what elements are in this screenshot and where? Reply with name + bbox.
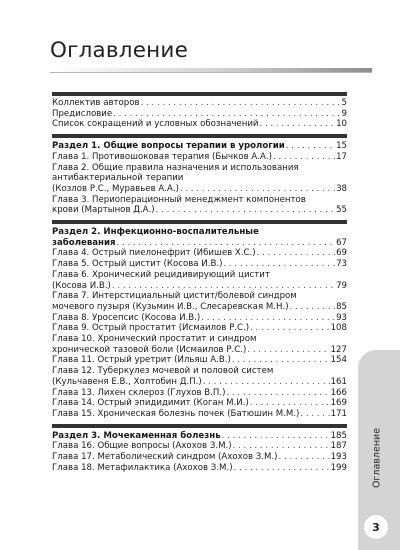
toc-entry-line	[52, 463, 347, 474]
toc-entry-title: Предисловие	[52, 108, 113, 119]
toc-entry[interactable]	[52, 366, 347, 387]
toc-entry-title: Список сокращений и условных обозначений	[52, 119, 259, 130]
toc-entry-title: Раздел 3. Мочекаменная болезнь	[52, 430, 221, 441]
toc-entry-title: заболевания	[52, 237, 116, 248]
toc-section-entry[interactable]	[52, 431, 347, 442]
page-number: 3	[363, 514, 389, 540]
toc-entry-line	[52, 152, 347, 163]
toc-page-number: 67	[336, 237, 347, 248]
toc-dot-leader	[156, 205, 335, 216]
toc-dot-leader	[250, 398, 330, 409]
toc-page-number: 187	[330, 441, 347, 452]
toc-dot-leader	[279, 452, 330, 463]
toc-entry-line	[52, 313, 347, 324]
toc-block	[52, 92, 347, 130]
toc-entry-line	[52, 388, 347, 399]
toc-dot-leader	[232, 355, 330, 366]
toc-divider	[52, 134, 347, 138]
toc-entry-title: Раздел 1. Общие вопросы терапии в урологии	[52, 141, 285, 152]
toc-page-number: 93	[336, 312, 347, 323]
toc-entry[interactable]	[52, 259, 347, 270]
toc-dot-leader	[286, 141, 335, 152]
toc-page-number: 185	[330, 430, 347, 441]
toc-entry[interactable]	[52, 409, 347, 420]
toc-page-number: 161	[330, 376, 347, 387]
toc-dot-leader	[203, 377, 330, 388]
toc-entry-title: Глава 8. Уросепсис (Косова И.В.)	[52, 312, 201, 323]
toc-section-entry[interactable]	[52, 227, 347, 248]
toc-entry-title: Глава 11. Острый уретрит (Ильяш А.В.)	[52, 355, 231, 366]
toc-page-number: 38	[336, 183, 347, 194]
toc-page-number: 127	[330, 344, 347, 355]
toc-entry-title: (Козлов Р.С., Муравьев А.А.)	[52, 183, 179, 194]
toc-entry-line: Глава 6. Хронический рецидивирующий цистит	[52, 269, 270, 280]
toc-divider	[52, 424, 347, 428]
toc-entry-line	[52, 377, 347, 388]
side-tab-label	[367, 418, 387, 498]
toc-page-number: 10	[336, 119, 347, 130]
toc-entry-title: Глава 15. Хроническая болезнь почек (Батюшин М.М.)	[52, 408, 300, 419]
toc-page-number: 199	[330, 462, 347, 473]
toc-entry[interactable]	[52, 398, 347, 409]
toc-entry-line	[52, 441, 347, 452]
toc-entry-line	[52, 141, 347, 152]
toc-page-number: 17	[336, 151, 347, 162]
toc-dot-leader	[117, 238, 336, 249]
toc-entry-title: (Косова И.В.)	[52, 280, 111, 291]
toc-block	[52, 134, 347, 216]
toc-entry-title: Коллектив авторов	[52, 98, 140, 108]
toc-entry-line	[52, 248, 347, 259]
toc-page-number: 154	[330, 355, 347, 366]
toc-entry-title: крови (Мартынов Д.А.)	[52, 205, 155, 216]
toc-entry[interactable]	[52, 119, 347, 130]
toc-entry[interactable]	[52, 313, 347, 324]
toc-page-number: 171	[330, 408, 347, 419]
toc-entry-line	[52, 345, 347, 356]
toc-entry-line	[52, 109, 347, 120]
toc-entry-title: Глава 4. Острый пиелонефрит (Ибишев Х.С.)	[52, 248, 256, 259]
toc-entry[interactable]	[52, 195, 347, 216]
toc-entry-line	[52, 259, 347, 270]
toc-entry[interactable]	[52, 388, 347, 399]
toc-entry-line: Глава 7. Интерстициальный цистит/болевой синдром	[52, 291, 297, 302]
toc-dot-leader	[180, 184, 335, 195]
toc-entry-line	[52, 323, 347, 334]
toc-entry-title: хронической тазовой боли (Исмаилов Р.С.)	[52, 344, 247, 355]
toc-entry-title: (Кульчавеня Е.В., Холтобин Д.П.)	[52, 376, 202, 387]
toc-page-number: 55	[336, 205, 347, 216]
toc-section-entry[interactable]	[52, 141, 347, 152]
toc-entry[interactable]	[52, 109, 347, 120]
toc-page-number: 9	[341, 108, 347, 119]
toc-entry-line	[52, 98, 347, 109]
toc-entry-line: Глава 10. Хронический простатит и синдром	[52, 334, 257, 345]
toc-entry[interactable]	[52, 463, 347, 474]
toc-entry-title: мочевого пузыря (Кузьмин И.В., Слесаревская М.Н.)	[52, 301, 289, 312]
toc-entry-title: Глава 1. Противошоковая терапия (Бычков А.А.)	[52, 151, 272, 162]
toc-page-number: 73	[336, 259, 347, 270]
toc-entry-title: Глава 13. Лихен склероз (Глухов В.П.)	[52, 387, 226, 398]
toc-entry-title: Глава 18. Метафилактика (Ахохов З.М.)	[52, 462, 233, 473]
toc-entry-line	[52, 355, 347, 366]
toc-dot-leader	[226, 388, 329, 399]
toc-page-number: 79	[336, 280, 347, 291]
toc-divider	[52, 92, 347, 96]
toc-entry-line	[52, 281, 347, 292]
toc-entry-line	[52, 302, 347, 313]
toc-dot-leader	[247, 345, 329, 356]
toc-page-number: 193	[330, 452, 347, 463]
toc-divider	[52, 220, 347, 224]
title-rule-line	[50, 72, 372, 73]
toc-entry[interactable]	[52, 291, 347, 312]
toc-entry[interactable]	[52, 323, 347, 334]
page-title: Оглавление	[50, 38, 189, 63]
toc-entry-line	[52, 398, 347, 409]
toc-page-number: 15	[336, 141, 347, 152]
toc-entry-title: Глава 17. Метаболический синдром (Ахохов З.М.)	[52, 452, 278, 463]
toc-block	[52, 424, 347, 474]
toc-dot-leader	[234, 463, 330, 474]
toc-entry[interactable]	[52, 452, 347, 463]
toc-entry-title: Глава 9. Острый простатит (Исмаилов Р.С.)	[52, 323, 250, 334]
toc-dot-leader	[223, 259, 335, 270]
toc-entry-line	[52, 452, 347, 463]
toc-page-number: 166	[330, 387, 347, 398]
toc-entry-line: Глава 12. Туберкулез мочевой и половой систем	[52, 366, 274, 377]
table-of-contents	[52, 92, 347, 478]
toc-entry-line	[52, 119, 347, 130]
toc-entry[interactable]	[52, 98, 347, 109]
toc-entry[interactable]	[52, 270, 347, 291]
toc-dot-leader	[273, 152, 335, 163]
toc-dot-leader	[257, 248, 335, 259]
toc-page-number: 5	[341, 98, 347, 108]
toc-dot-leader	[222, 431, 330, 442]
toc-entry[interactable]	[52, 152, 347, 163]
toc-entry-title: Глава 14. Острый эпидидимит (Коган М.И.)	[52, 398, 249, 409]
toc-entry[interactable]	[52, 334, 347, 355]
toc-page-number: 108	[330, 323, 347, 334]
toc-page-number: 85	[336, 301, 347, 312]
toc-entry-line	[52, 431, 347, 442]
toc-dot-leader	[300, 409, 329, 420]
toc-dot-leader	[250, 323, 330, 334]
toc-entry[interactable]	[52, 163, 347, 195]
toc-dot-leader	[112, 281, 335, 292]
toc-dot-leader	[201, 313, 335, 324]
toc-dot-leader	[233, 441, 330, 452]
toc-entry-line: Раздел 2. Инфекционно-воспалительные	[52, 227, 259, 238]
toc-entry[interactable]	[52, 248, 347, 259]
toc-dot-leader	[290, 302, 336, 313]
toc-entry-line: антибактериальной терапии	[52, 173, 184, 184]
toc-entry-line: Глава 2. Общие правила назначения и использования	[52, 162, 299, 173]
toc-block	[52, 220, 347, 420]
toc-entry-title: Глава 16. Общие вопросы (Ахохов З.М.)	[52, 441, 232, 452]
side-tab-label-text: Оглавление	[371, 427, 383, 489]
toc-page-number: 69	[336, 248, 347, 259]
toc-entry-title: Глава 5. Острый цистит (Косова И.В.)	[52, 259, 223, 270]
toc-entry-line: Глава 3. Периоперационный менеджмент компонентов	[52, 194, 306, 205]
toc-entry-line	[52, 409, 347, 420]
toc-entry[interactable]	[52, 355, 347, 366]
toc-entry-line	[52, 184, 347, 195]
toc-entry-line	[52, 238, 347, 249]
toc-entry-line	[52, 205, 347, 216]
toc-dot-leader	[113, 109, 340, 120]
toc-dot-leader	[141, 98, 341, 109]
toc-page-number: 169	[330, 398, 347, 409]
toc-dot-leader	[260, 119, 336, 130]
toc-entry[interactable]	[52, 441, 347, 452]
title-rule	[50, 68, 372, 73]
